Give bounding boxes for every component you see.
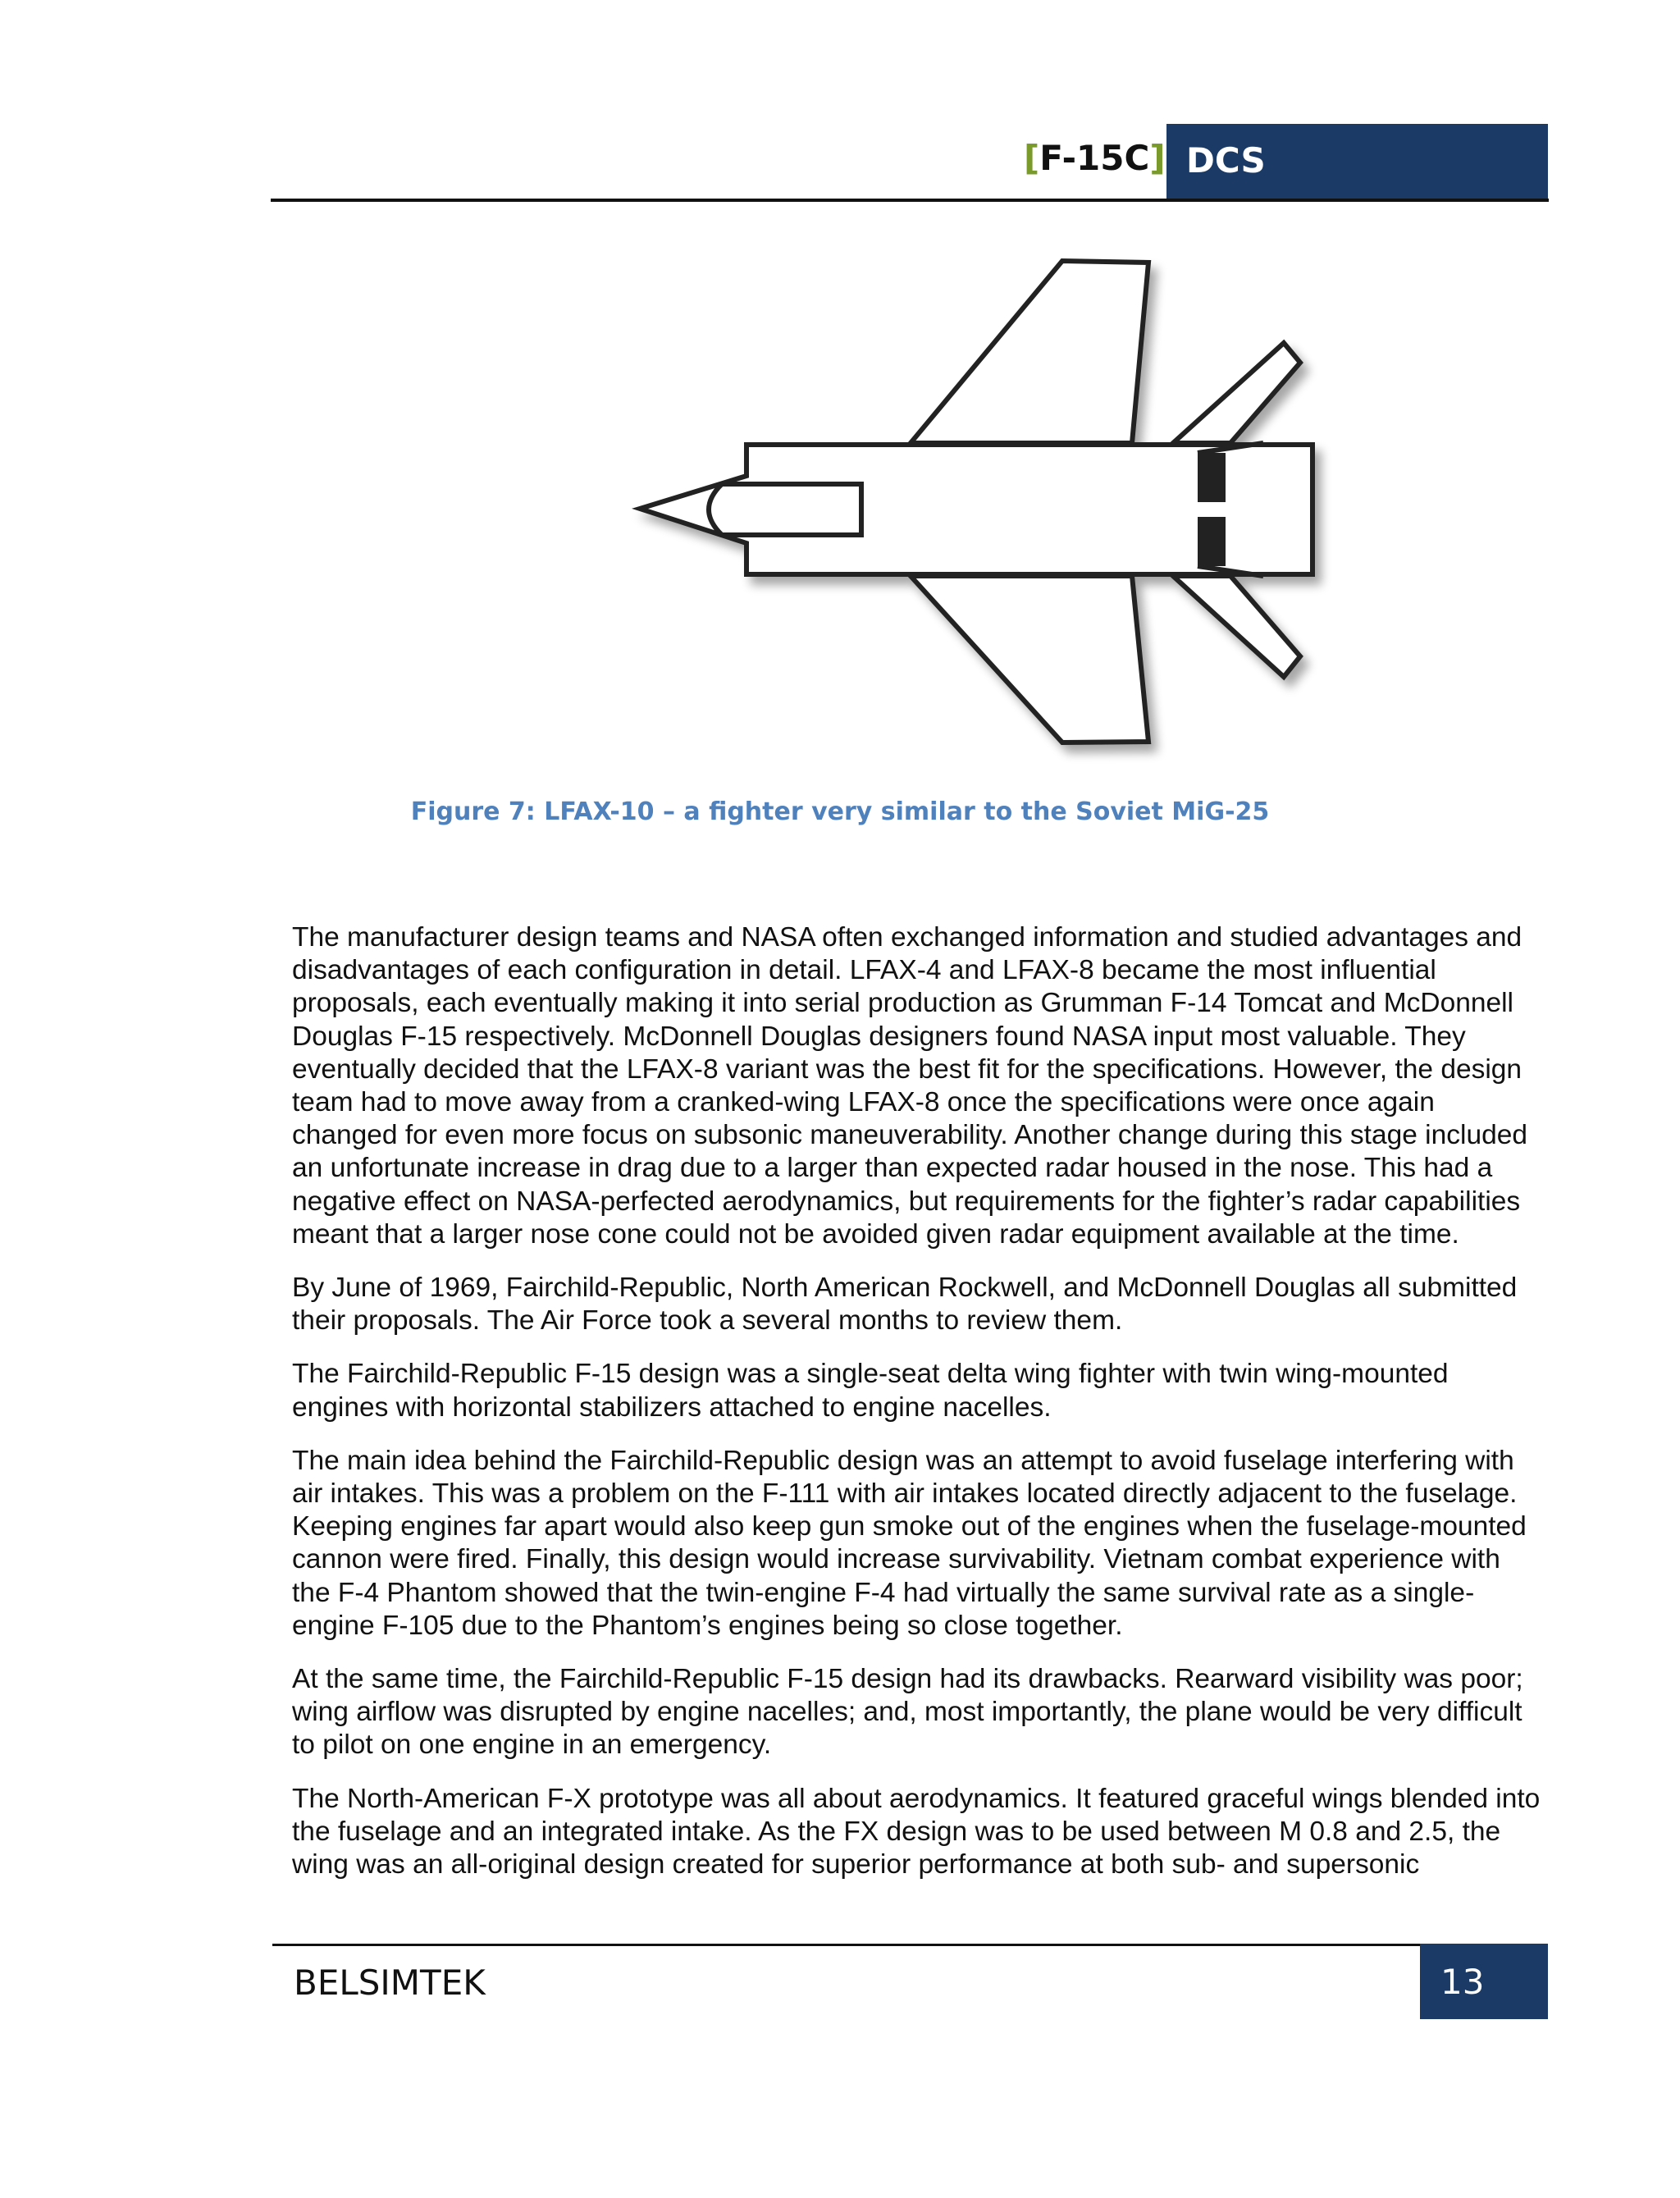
body-text <box>292 921 1543 1902</box>
footer-divider <box>272 1944 1421 1946</box>
figure-caption: Figure 7: LFAX-10 – a fighter very similar to the Soviet MiG-25 <box>410 797 1270 826</box>
lower-stabilizer <box>1173 576 1300 677</box>
footer-publisher: BELSIMTEK <box>294 1963 486 2003</box>
header-model-label <box>1024 138 1166 178</box>
page-number-block <box>1420 1944 1548 2019</box>
lower-nozzle <box>1198 517 1226 566</box>
lower-wing <box>911 576 1148 743</box>
paragraph: The Fairchild-Republic F-15 design was a single-seat delta wing fighter with twin wing-mounted engines with horizontal stabilizers attached to engine nacelles. <box>292 1359 1449 1423</box>
bracket-open: [ <box>1024 138 1040 178</box>
paragraph: The North-American F-X prototype was all about aerodynamics. It featured graceful wings blended into the fuselage and an integrated intake. As the FX design was to be used between M 0.8 and 2.5, the wing was an all-original design created for superior performance at both sub- and supersonic <box>292 1783 1541 1880</box>
page-number: 13 <box>1440 1962 1485 2002</box>
aircraft-figure <box>476 238 1345 779</box>
paragraph: The manufacturer design teams and NASA often exchanged information and studied advantages and disadvantages of each configuration in detail. LFAX-4 and LFAX-8 became the most influential proposals, each eventually making it into serial production as Grumman F-14 Tomcat and McDonnell Douglas F-15 respectively. McDonnell Douglas designers found NASA input most valuable. They eventually decided that the LFAX-8 variant was the best fit for the specifications. However, the design team had to move away from a cranked-wing LFAX-8 once the specifications were once again changed for even more focus on subsonic maneuverability. Another change during this stage included an unfortunate increase in drag due to a larger than expected radar housed in the nose. This had a negative effect on NASA-perfected aerodynamics, but requirements for the fighter’s radar capabilities meant that a larger nose cone could not be avoided given radar equipment available at the time. <box>292 922 1527 1250</box>
canopy <box>709 484 861 535</box>
lfax-10-planform-illustration <box>476 238 1345 779</box>
paragraph: At the same time, the Fairchild-Republic F-15 design had its drawbacks. Rearward visibility was poor; wing airflow was disrupted by engine nacelles; and, most importantly, the plane would be very difficult to pilot on one engine in an emergency. <box>292 1664 1523 1761</box>
brand-name: DCS <box>1186 140 1266 181</box>
header-brand-block <box>1166 124 1548 199</box>
upper-nozzle <box>1198 453 1226 502</box>
paragraph: The main idea behind the Fairchild-Republic design was an attempt to avoid fuselage interfering with air intakes. This was a problem on the F-111 with air intakes located directly adjacent to the fuselage. Keeping engines far apart would also keep gun smoke out of the engines when the fuselage-mounted cannon were fired. Finally, this design would increase survivability. Vietnam combat experience with the F-4 Phantom showed that the twin-engine F-4 had virtually the same survival rate as a single-engine F-105 due to the Phantom’s engines being so close together. <box>292 1445 1527 1641</box>
paragraph: By June of 1969, Fairchild-Republic, North American Rockwell, and McDonnell Douglas all submitted their proposals. The Air Force took a several months to review them. <box>292 1273 1518 1337</box>
model-name: F-15C <box>1039 138 1150 178</box>
bracket-close: ] <box>1149 138 1166 178</box>
header-divider <box>271 199 1549 202</box>
upper-wing <box>911 261 1148 443</box>
upper-stabilizer <box>1173 343 1300 443</box>
